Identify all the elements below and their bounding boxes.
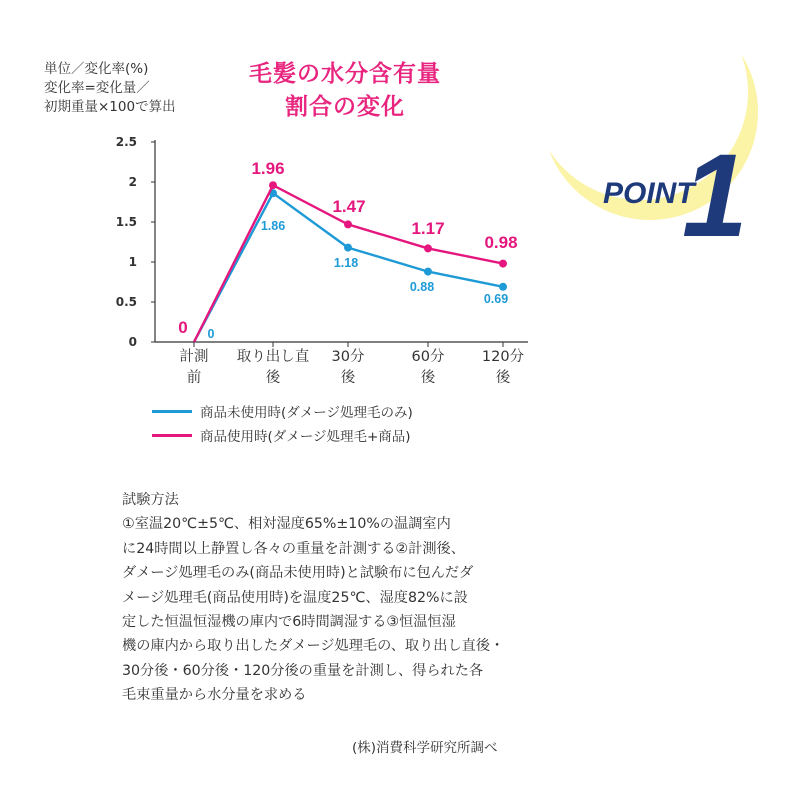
x-tick-label: 前 (186, 370, 202, 386)
test-method-line: 毛束重量から水分量を求める (122, 687, 307, 704)
y-tick-label: 0.5 (115, 295, 137, 309)
data-point (499, 260, 507, 268)
data-label: 0.69 (483, 292, 509, 306)
x-tick-label: 後 (340, 370, 356, 386)
test-method-line: に24時間以上静置し各々の重量を計測する②計測後、 (122, 540, 465, 557)
test-method-line: ダメージ処理毛のみ(商品未使用時)と試験布に包んだダ (122, 565, 474, 582)
test-method-line: 機の庫内から取り出したダメージ処理毛の、取り出し直後・ (122, 638, 505, 655)
data-label: 0.98 (484, 233, 518, 252)
point-number: 1 (682, 130, 748, 262)
legend-item-pink (152, 423, 413, 447)
data-label: 1.17 (411, 219, 445, 238)
chart-title-line: 割合の変化 (285, 94, 405, 120)
x-tick-label: 後 (420, 370, 436, 386)
data-point (269, 181, 277, 189)
data-point (344, 220, 352, 228)
data-label: 1.18 (333, 256, 359, 270)
unit-note-line: 初期重量×100で算出 (44, 99, 176, 115)
y-tick-label: 1 (128, 255, 137, 269)
test-method (122, 488, 504, 708)
data-label: 0 (178, 318, 188, 337)
x-tick-label: 120分 (481, 349, 525, 365)
data-point (424, 244, 432, 252)
legend-item-blue (152, 399, 413, 423)
chart-legend (152, 399, 413, 447)
legend-label: 商品使用時(ダメージ処理毛+商品) (200, 429, 411, 445)
y-tick-label: 2.5 (115, 135, 137, 149)
data-label: 0.88 (409, 280, 435, 294)
data-label: 1.96 (251, 159, 285, 178)
y-tick-label: 0 (128, 335, 137, 349)
legend-swatch (152, 410, 192, 413)
y-tick-label: 1.5 (115, 215, 137, 229)
x-tick-label: 後 (495, 370, 511, 386)
data-point (424, 268, 432, 276)
x-tick-label: 30分 (331, 349, 365, 365)
unit-note-line: 変化率=変化量／ (44, 80, 150, 96)
test-method-line: 30分後・60分後・120分後の重量を計測し、得られた各 (122, 662, 484, 679)
x-tick-label: 取り出し直 (236, 349, 310, 365)
x-tick-label: 後 (265, 370, 281, 386)
data-label: 1.47 (332, 197, 366, 216)
test-method-line: メージ処理毛(商品使用時)を温度25℃、湿度82%に設 (122, 589, 468, 606)
point-label: POINT (603, 177, 695, 210)
data-point (344, 244, 352, 252)
test-method-line: ①室温20℃±5℃、相対湿度65%±10%の温調室内 (122, 516, 451, 533)
x-tick-label: 60分 (411, 349, 445, 365)
data-label: 0 (207, 327, 215, 341)
chart-title-line: 毛髪の水分含有量 (249, 61, 441, 87)
test-method-line: 定した恒温恒湿機の庫内で6時間調湿する③恒温恒湿 (122, 614, 456, 631)
unit-note-line: 単位／変化率(%) (44, 61, 149, 77)
data-point (499, 283, 507, 291)
test-method-heading: 試験方法 (122, 492, 179, 508)
legend-label: 商品未使用時(ダメージ処理毛のみ) (200, 405, 413, 421)
source-note: (株)消費科学研究所調べ (352, 740, 498, 756)
x-tick-label: 計測 (179, 349, 209, 365)
y-tick-label: 2 (128, 175, 137, 189)
legend-swatch (152, 434, 192, 437)
data-label: 1.86 (260, 219, 286, 233)
